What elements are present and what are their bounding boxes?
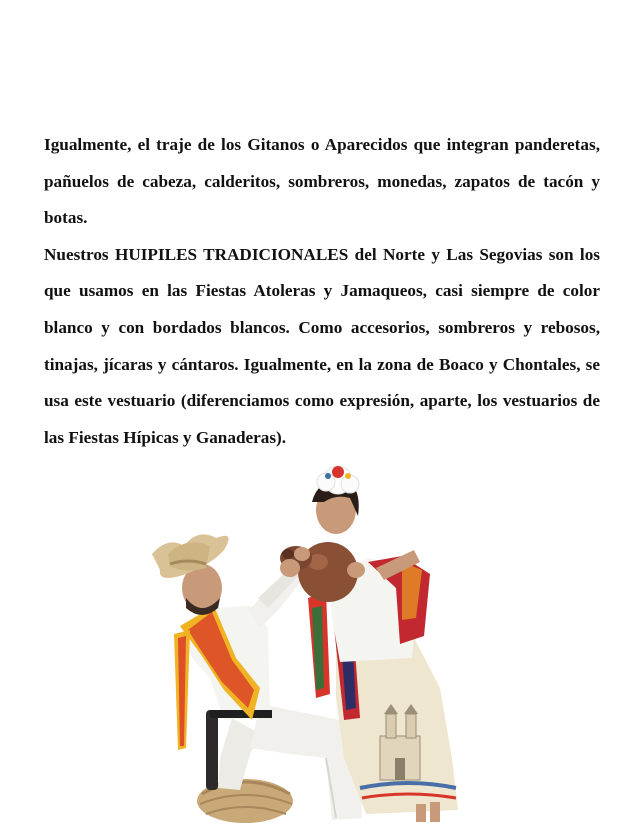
- paragraph-gitanos: Igualmente, el traje de los Gitanos o Aparecidos que integran panderetas, pañuelos de cabeza, calderitos, sombreros, monedas, zapatos de tacón y botas.: [44, 135, 600, 228]
- paragraph-huipiles: Nuestros HUIPILES TRADICIONALES del Norte y Las Segovias son los que usamos en las Fiestas Atoleras y Jamaqueos, casi siempre de color blanco y con bordados blancos. Como accesorios, sombreros y rebosos, tinajas, jícaras y cántaros. Igualmente, en la zona de Boaco y Chontales, se usa este vestuario (diferenciamos como expresión, aparte, los vestuarios de las Fiestas Hípicas y Ganaderas).: [44, 244, 600, 447]
- dancers-photo: [140, 458, 490, 825]
- body-text: [44, 127, 600, 456]
